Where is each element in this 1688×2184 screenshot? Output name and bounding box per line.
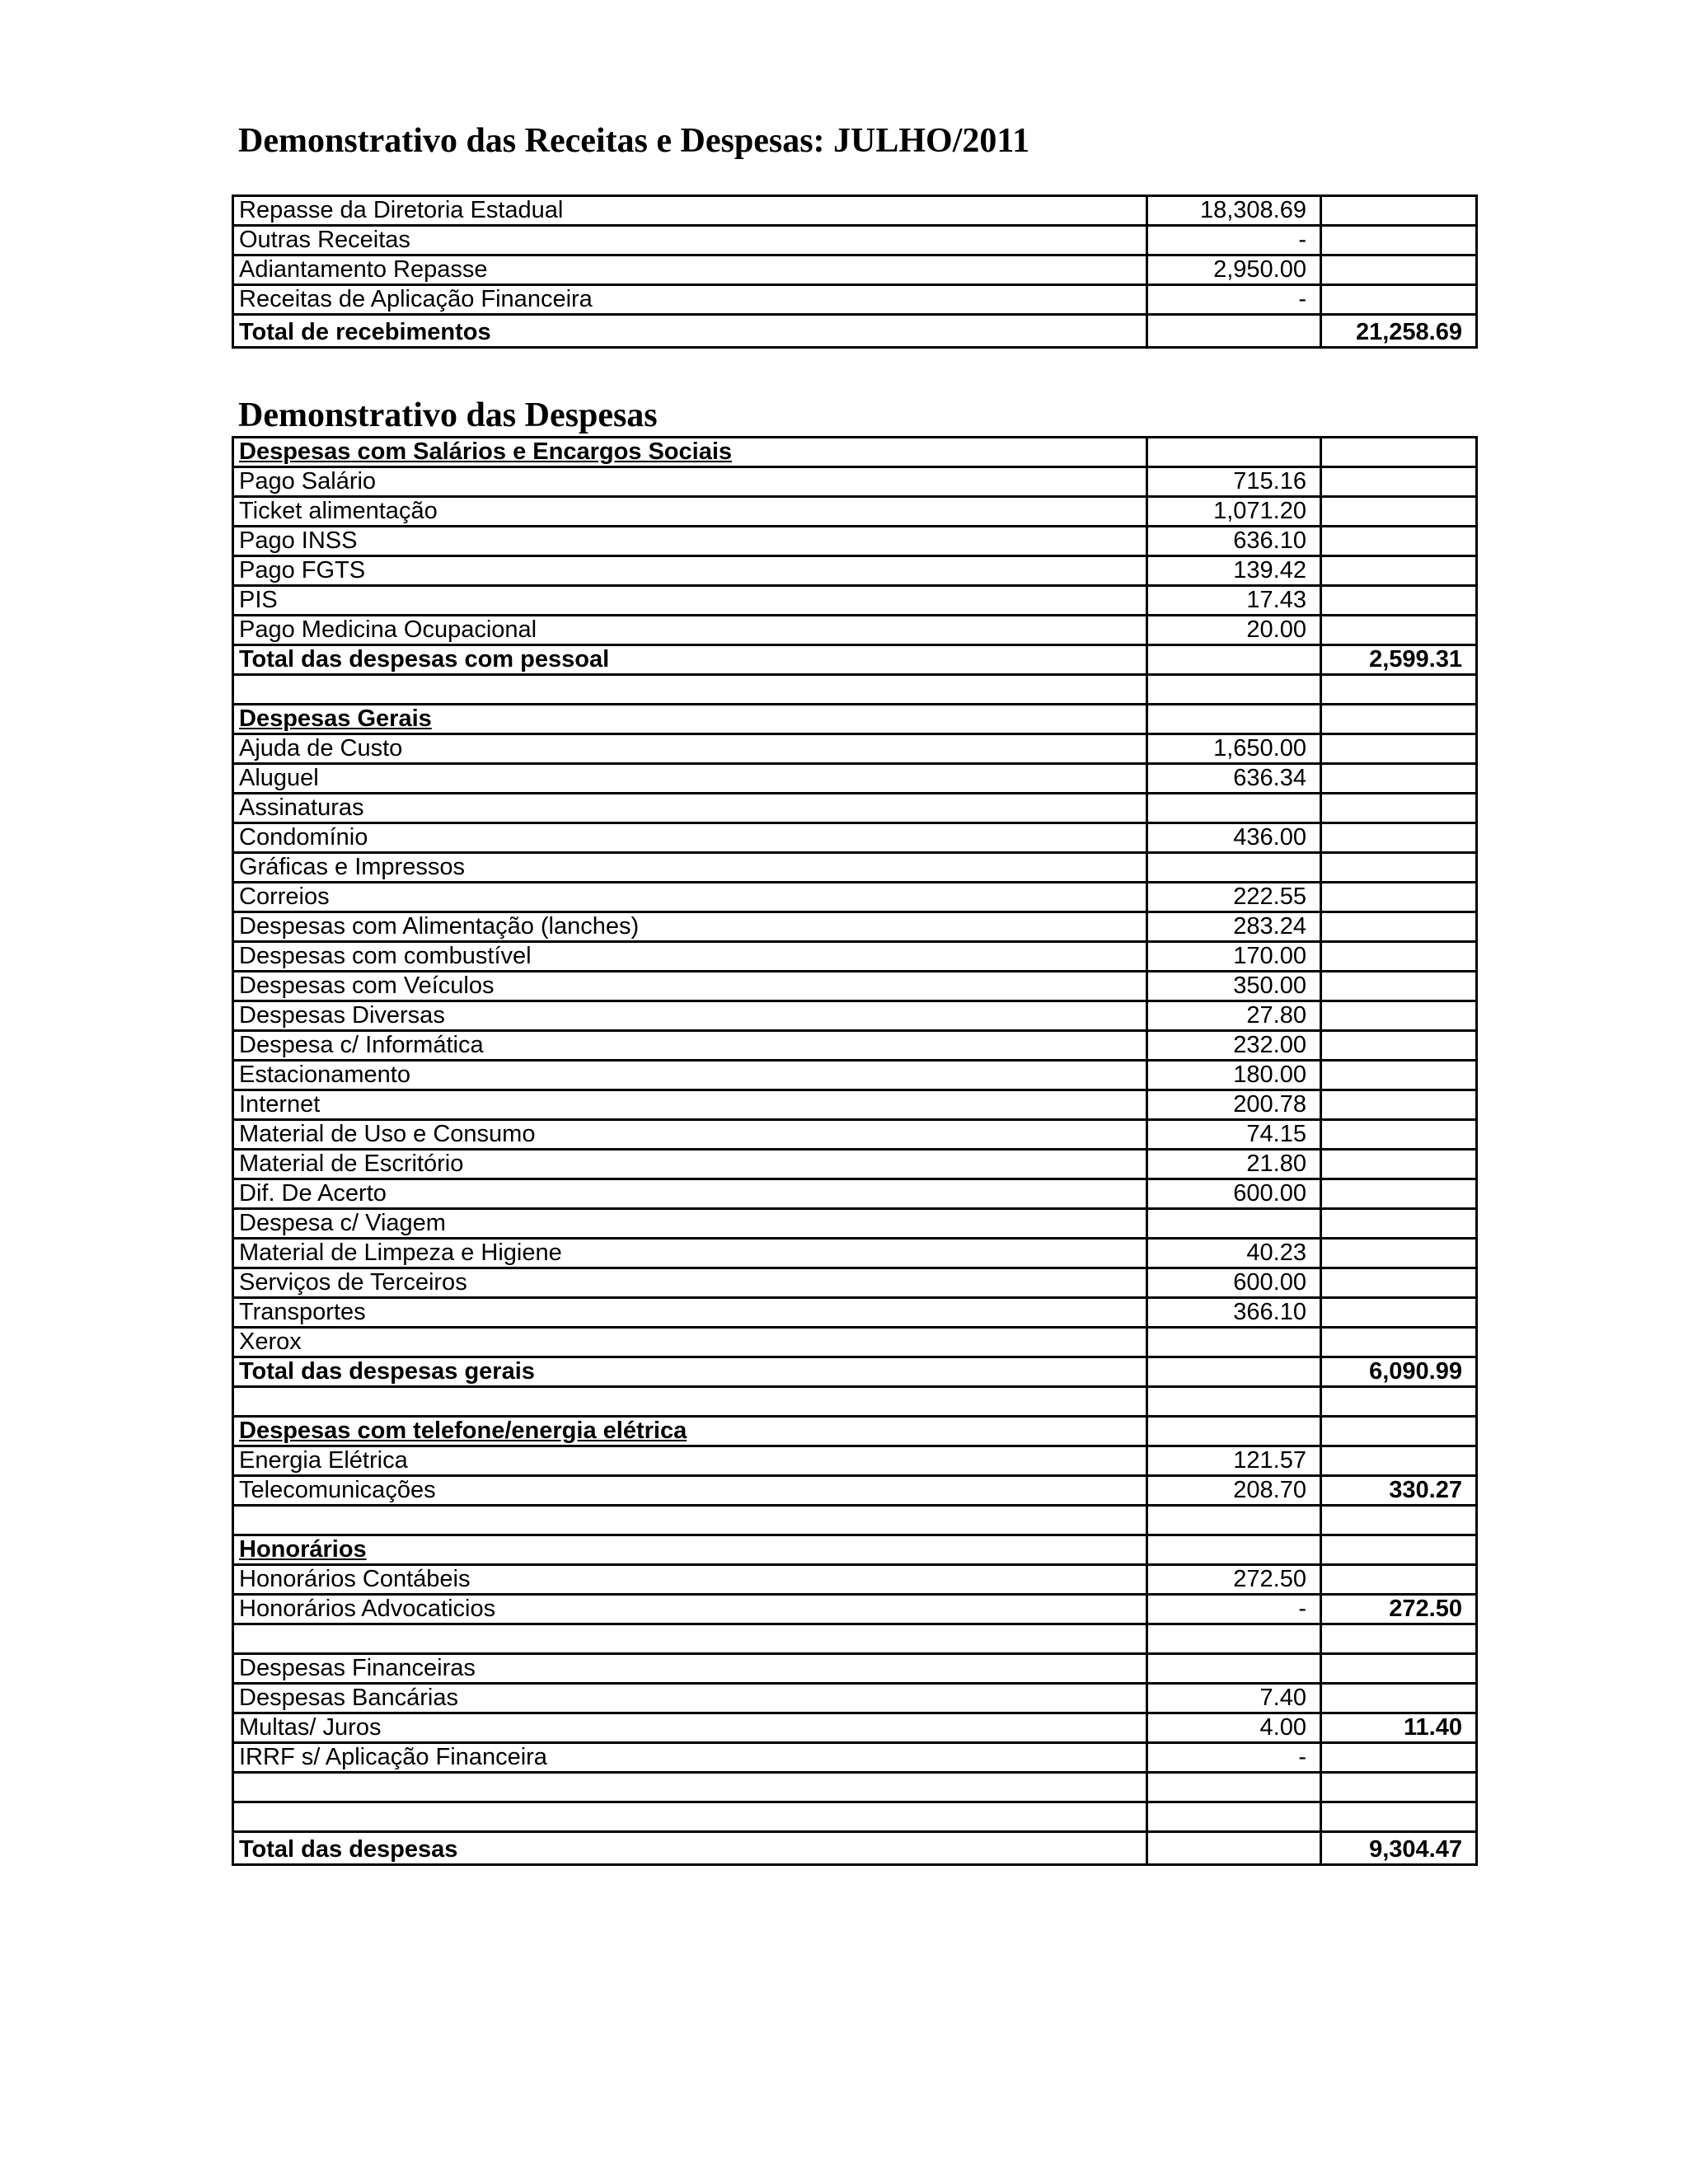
- value-cell: 21.80: [1147, 1150, 1321, 1179]
- table-row: [233, 1684, 1477, 1713]
- total-cell: [1321, 616, 1477, 645]
- total-cell: [1321, 1150, 1477, 1179]
- label-cell: Total de recebimentos: [233, 315, 1147, 348]
- value-cell: 40.23: [1147, 1239, 1321, 1268]
- label-cell: Honorários Contábeis: [233, 1565, 1147, 1595]
- label-cell: Ajuda de Custo: [233, 734, 1147, 764]
- label-cell: Despesas com Salários e Encargos Sociais: [233, 438, 1147, 467]
- label-cell: Pago Salário: [233, 467, 1147, 497]
- table-row: [233, 1061, 1477, 1090]
- total-cell: [1321, 1654, 1477, 1684]
- total-cell: 6,090.99: [1321, 1357, 1477, 1387]
- table-row: [233, 853, 1477, 883]
- total-cell: 11.40: [1321, 1713, 1477, 1743]
- label-cell: IRRF s/ Aplicação Financeira: [233, 1743, 1147, 1773]
- label-cell: Condomínio: [233, 823, 1147, 853]
- table-row: [233, 255, 1477, 285]
- label-cell: Despesas com Alimentação (lanches): [233, 912, 1147, 942]
- table-row: [233, 1595, 1477, 1624]
- label-cell: Receitas de Aplicação Financeira: [233, 285, 1147, 315]
- table-row: [233, 1239, 1477, 1268]
- table-row: [233, 497, 1477, 527]
- value-cell: 636.10: [1147, 527, 1321, 556]
- empty-row: [233, 1387, 1477, 1417]
- label-cell: Dif. De Acerto: [233, 1179, 1147, 1209]
- total-cell: [1321, 705, 1477, 734]
- label-cell: Multas/ Juros: [233, 1713, 1147, 1743]
- value-cell: 636.34: [1147, 764, 1321, 794]
- label-cell: Adiantamento Repasse: [233, 255, 1147, 285]
- total-cell: [1321, 942, 1477, 972]
- label-cell: Pago INSS: [233, 527, 1147, 556]
- label-cell: Serviços de Terceiros: [233, 1268, 1147, 1298]
- label-cell: Total das despesas gerais: [233, 1357, 1147, 1387]
- value-cell: 74.15: [1147, 1120, 1321, 1150]
- table-row: [233, 1001, 1477, 1031]
- label-cell: Pago Medicina Ocupacional: [233, 616, 1147, 645]
- label-cell: Total das despesas com pessoal: [233, 645, 1147, 675]
- table-row: [233, 1476, 1477, 1506]
- page-title: Demonstrativo das Receitas e Despesas: JULHO/2011: [238, 122, 1030, 160]
- total-cell: [1321, 1565, 1477, 1595]
- table-row: [233, 1713, 1477, 1743]
- table-row: [233, 1209, 1477, 1239]
- label-cell: Despesas Bancárias: [233, 1684, 1147, 1713]
- value-cell: 436.00: [1147, 823, 1321, 853]
- grand-total-row: [233, 1832, 1477, 1865]
- value-cell: [1147, 1328, 1321, 1357]
- value-cell: 17.43: [1147, 586, 1321, 616]
- total-cell: [1321, 527, 1477, 556]
- label-cell: Material de Limpeza e Higiene: [233, 1239, 1147, 1268]
- label-cell: Outras Receitas: [233, 226, 1147, 255]
- section-heading-row: [233, 1535, 1477, 1565]
- total-cell: [1321, 1209, 1477, 1239]
- label-cell: Despesas com combustível: [233, 942, 1147, 972]
- label-cell: [233, 1802, 1147, 1832]
- label-cell: Despesas Gerais: [233, 705, 1147, 734]
- despesas-table: [232, 436, 1478, 1866]
- total-cell: [1321, 1773, 1477, 1802]
- value-cell: [1147, 645, 1321, 675]
- label-cell: [233, 1387, 1147, 1417]
- value-cell: [1147, 1209, 1321, 1239]
- value-cell: -: [1147, 1595, 1321, 1624]
- value-cell: [1147, 315, 1321, 348]
- label-cell: [233, 675, 1147, 705]
- despesas-title: Demonstrativo das Despesas: [238, 396, 658, 434]
- table-row: [233, 467, 1477, 497]
- value-cell: [1147, 1506, 1321, 1535]
- total-cell: [1321, 1001, 1477, 1031]
- value-cell: [1147, 1357, 1321, 1387]
- table-row: [233, 1298, 1477, 1328]
- table-row: [233, 616, 1477, 645]
- value-cell: [1147, 1832, 1321, 1865]
- value-cell: 200.78: [1147, 1090, 1321, 1120]
- label-cell: Assinaturas: [233, 794, 1147, 823]
- section-heading-row: [233, 705, 1477, 734]
- label-cell: Internet: [233, 1090, 1147, 1120]
- value-cell: [1147, 853, 1321, 883]
- total-cell: [1321, 853, 1477, 883]
- value-cell: 222.55: [1147, 883, 1321, 912]
- total-cell: [1321, 764, 1477, 794]
- empty-row: [233, 1506, 1477, 1535]
- table-row: [233, 1179, 1477, 1209]
- table-row: [233, 527, 1477, 556]
- label-cell: Despesa c/ Viagem: [233, 1209, 1147, 1239]
- total-cell: [1321, 1120, 1477, 1150]
- value-cell: 4.00: [1147, 1713, 1321, 1743]
- value-cell: [1147, 1773, 1321, 1802]
- total-cell: [1321, 734, 1477, 764]
- table-row: [233, 794, 1477, 823]
- value-cell: 715.16: [1147, 467, 1321, 497]
- table-row: [233, 1150, 1477, 1179]
- value-cell: 180.00: [1147, 1061, 1321, 1090]
- total-cell: [1321, 1506, 1477, 1535]
- total-cell: [1321, 823, 1477, 853]
- value-cell: 139.42: [1147, 556, 1321, 586]
- label-cell: Gráficas e Impressos: [233, 853, 1147, 883]
- total-cell: 9,304.47: [1321, 1832, 1477, 1865]
- value-cell: -: [1147, 226, 1321, 255]
- value-cell: [1147, 1417, 1321, 1446]
- table-row: [233, 1031, 1477, 1061]
- table-row: [233, 972, 1477, 1001]
- table-row: [233, 942, 1477, 972]
- table-row: [233, 734, 1477, 764]
- value-cell: 20.00: [1147, 616, 1321, 645]
- section-heading-row: [233, 438, 1477, 467]
- label-cell: Pago FGTS: [233, 556, 1147, 586]
- empty-row: [233, 1773, 1477, 1802]
- total-row: [233, 645, 1477, 675]
- total-cell: [1321, 1743, 1477, 1773]
- table-row: [233, 586, 1477, 616]
- label-cell: Despesa c/ Informática: [233, 1031, 1147, 1061]
- value-cell: 272.50: [1147, 1565, 1321, 1595]
- table-row: [233, 226, 1477, 255]
- total-cell: [1321, 1802, 1477, 1832]
- total-cell: [1321, 196, 1477, 226]
- table-row: [233, 196, 1477, 226]
- section-heading-row: [233, 1417, 1477, 1446]
- value-cell: 366.10: [1147, 1298, 1321, 1328]
- despesas-table-body: [233, 438, 1477, 1865]
- table-row: [233, 823, 1477, 853]
- label-cell: Transportes: [233, 1298, 1147, 1328]
- label-cell: Despesas com Veículos: [233, 972, 1147, 1001]
- total-cell: [1321, 1061, 1477, 1090]
- label-cell: [233, 1773, 1147, 1802]
- total-cell: 2,599.31: [1321, 645, 1477, 675]
- total-cell: [1321, 467, 1477, 497]
- total-cell: [1321, 255, 1477, 285]
- empty-row: [233, 1802, 1477, 1832]
- total-cell: [1321, 226, 1477, 255]
- value-cell: 208.70: [1147, 1476, 1321, 1506]
- label-cell: Repasse da Diretoria Estadual: [233, 196, 1147, 226]
- table-row: [233, 912, 1477, 942]
- value-cell: [1147, 1535, 1321, 1565]
- label-cell: Despesas com telefone/energia elétrica: [233, 1417, 1147, 1446]
- value-cell: 600.00: [1147, 1268, 1321, 1298]
- total-cell: [1321, 556, 1477, 586]
- value-cell: 1,071.20: [1147, 497, 1321, 527]
- value-cell: 1,650.00: [1147, 734, 1321, 764]
- section-heading-row: [233, 1654, 1477, 1684]
- value-cell: [1147, 1387, 1321, 1417]
- value-cell: [1147, 1654, 1321, 1684]
- total-cell: [1321, 1031, 1477, 1061]
- table-row: [233, 285, 1477, 315]
- table-row: [233, 1743, 1477, 1773]
- label-cell: [233, 1624, 1147, 1654]
- total-cell: [1321, 1535, 1477, 1565]
- receitas-table: [232, 194, 1478, 349]
- total-cell: 330.27: [1321, 1476, 1477, 1506]
- table-row: [233, 764, 1477, 794]
- value-cell: -: [1147, 285, 1321, 315]
- value-cell: 18,308.69: [1147, 196, 1321, 226]
- label-cell: Despesas Diversas: [233, 1001, 1147, 1031]
- value-cell: [1147, 438, 1321, 467]
- label-cell: Correios: [233, 883, 1147, 912]
- table-row: [233, 1268, 1477, 1298]
- value-cell: 170.00: [1147, 942, 1321, 972]
- value-cell: 283.24: [1147, 912, 1321, 942]
- label-cell: Aluguel: [233, 764, 1147, 794]
- value-cell: [1147, 675, 1321, 705]
- empty-row: [233, 675, 1477, 705]
- total-cell: 272.50: [1321, 1595, 1477, 1624]
- value-cell: 600.00: [1147, 1179, 1321, 1209]
- total-cell: 21,258.69: [1321, 315, 1477, 348]
- value-cell: 2,950.00: [1147, 255, 1321, 285]
- label-cell: Material de Uso e Consumo: [233, 1120, 1147, 1150]
- table-row: [233, 883, 1477, 912]
- total-cell: [1321, 883, 1477, 912]
- value-cell: 27.80: [1147, 1001, 1321, 1031]
- total-cell: [1321, 1624, 1477, 1654]
- label-cell: Total das despesas: [233, 1832, 1147, 1865]
- total-cell: [1321, 1298, 1477, 1328]
- table-row: [233, 1446, 1477, 1476]
- table-row: [233, 556, 1477, 586]
- total-cell: [1321, 794, 1477, 823]
- label-cell: Telecomunicações: [233, 1476, 1147, 1506]
- label-cell: Xerox: [233, 1328, 1147, 1357]
- total-cell: [1321, 1417, 1477, 1446]
- table-row: [233, 1565, 1477, 1595]
- value-cell: -: [1147, 1743, 1321, 1773]
- total-cell: [1321, 1684, 1477, 1713]
- value-cell: [1147, 1624, 1321, 1654]
- value-cell: [1147, 794, 1321, 823]
- total-cell: [1321, 497, 1477, 527]
- value-cell: 121.57: [1147, 1446, 1321, 1476]
- receitas-table-body: [233, 196, 1477, 348]
- total-cell: [1321, 1268, 1477, 1298]
- total-cell: [1321, 912, 1477, 942]
- total-cell: [1321, 1179, 1477, 1209]
- total-cell: [1321, 972, 1477, 1001]
- total-cell: [1321, 1090, 1477, 1120]
- label-cell: PIS: [233, 586, 1147, 616]
- value-cell: 350.00: [1147, 972, 1321, 1001]
- total-cell: [1321, 1387, 1477, 1417]
- total-cell: [1321, 586, 1477, 616]
- label-cell: Energia Elétrica: [233, 1446, 1147, 1476]
- total-cell: [1321, 1239, 1477, 1268]
- total-cell: [1321, 285, 1477, 315]
- value-cell: 232.00: [1147, 1031, 1321, 1061]
- value-cell: [1147, 705, 1321, 734]
- table-row: [233, 1120, 1477, 1150]
- label-cell: Estacionamento: [233, 1061, 1147, 1090]
- table-row: [233, 1328, 1477, 1357]
- total-cell: [1321, 438, 1477, 467]
- label-cell: Honorários Advocaticios: [233, 1595, 1147, 1624]
- label-cell: Despesas Financeiras: [233, 1654, 1147, 1684]
- table-row: [233, 1090, 1477, 1120]
- label-cell: Honorários: [233, 1535, 1147, 1565]
- total-cell: [1321, 1446, 1477, 1476]
- total-cell: [1321, 1328, 1477, 1357]
- total-row: [233, 315, 1477, 348]
- label-cell: [233, 1506, 1147, 1535]
- total-cell: [1321, 675, 1477, 705]
- label-cell: Material de Escritório: [233, 1150, 1147, 1179]
- value-cell: [1147, 1802, 1321, 1832]
- label-cell: Ticket alimentação: [233, 497, 1147, 527]
- value-cell: 7.40: [1147, 1684, 1321, 1713]
- empty-row: [233, 1624, 1477, 1654]
- total-row: [233, 1357, 1477, 1387]
